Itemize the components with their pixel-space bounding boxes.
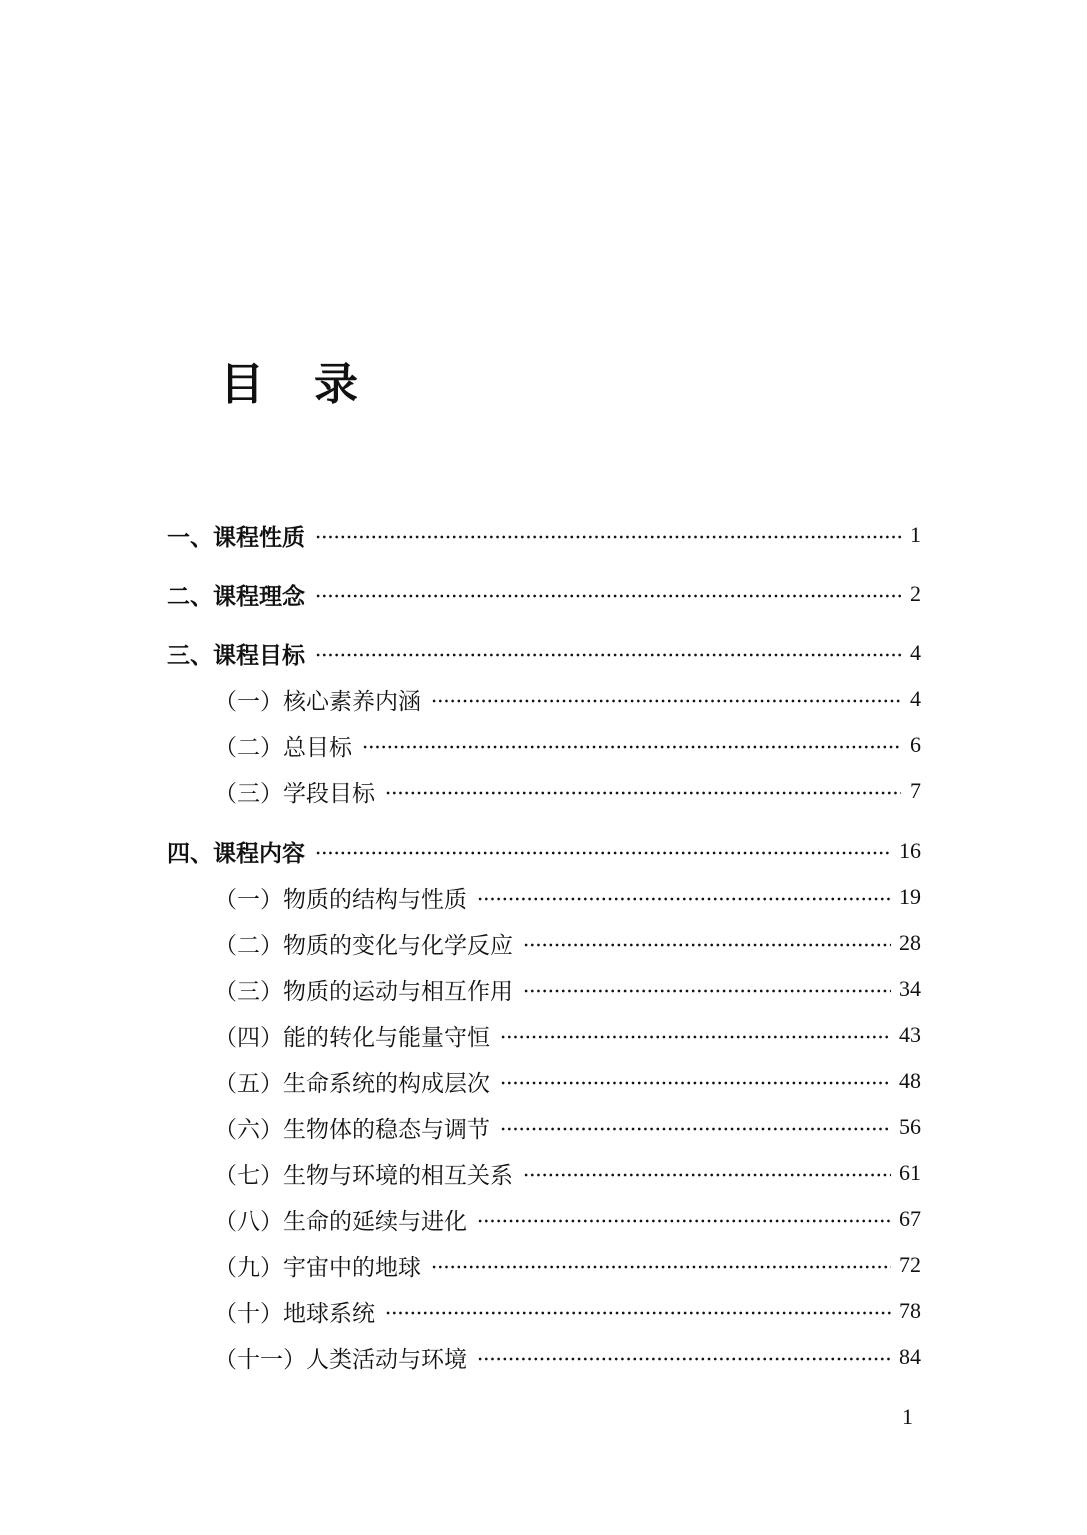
toc-entry[interactable]	[0, 972, 1087, 1006]
dot-leader	[500, 1126, 891, 1132]
title-char: 目	[220, 359, 264, 410]
toc-entry[interactable]	[0, 1110, 1087, 1144]
toc-entry-page: 72	[899, 1252, 921, 1277]
dot-leader	[500, 1080, 891, 1086]
toc-entry[interactable]	[0, 728, 1087, 762]
page-title	[220, 348, 358, 412]
dot-leader	[315, 593, 901, 599]
toc-entry[interactable]	[0, 518, 1087, 552]
toc-entry-page: 1	[910, 522, 921, 547]
toc-entry-label: 三、课程目标	[167, 642, 305, 669]
toc-entry-label: （一）核心素养内涵	[214, 688, 421, 715]
toc-entry-page: 4	[910, 686, 921, 711]
toc-entry-page: 19	[899, 884, 921, 909]
toc-entry-label: （三）学段目标	[214, 780, 375, 807]
dot-leader	[477, 1218, 891, 1224]
toc-entry-label: （一）物质的结构与性质	[214, 886, 467, 913]
dot-leader	[385, 790, 901, 796]
toc-entry-page: 78	[899, 1298, 921, 1323]
dot-leader	[523, 1172, 891, 1178]
dot-leader	[477, 1356, 891, 1362]
toc-entry-label: （三）物质的运动与相互作用	[214, 978, 513, 1005]
toc-entry-page: 84	[899, 1344, 921, 1369]
toc-entry-label: （九）宇宙中的地球	[214, 1254, 421, 1281]
dot-leader	[385, 1310, 891, 1316]
toc-entry-label: （十）地球系统	[214, 1300, 375, 1327]
toc-entry-page: 67	[899, 1206, 921, 1231]
toc-entry[interactable]	[0, 682, 1087, 716]
toc-entry[interactable]	[0, 774, 1087, 808]
toc-entry-page: 56	[899, 1114, 921, 1139]
toc-entry-page: 61	[899, 1160, 921, 1185]
toc-entry-label: （六）生物体的稳态与调节	[214, 1116, 490, 1143]
dot-leader	[500, 1034, 891, 1040]
dot-leader	[523, 988, 891, 994]
toc-entry-page: 28	[899, 930, 921, 955]
toc-entry[interactable]	[0, 926, 1087, 960]
toc-entry[interactable]	[0, 1018, 1087, 1052]
toc-entry-page: 6	[910, 732, 921, 757]
dot-leader	[315, 850, 891, 856]
toc-entry[interactable]	[0, 577, 1087, 611]
toc-entry[interactable]	[0, 1294, 1087, 1328]
toc-entry[interactable]	[0, 636, 1087, 670]
toc-entry[interactable]	[0, 1248, 1087, 1282]
dot-leader	[431, 698, 901, 704]
toc-entry-label: 四、课程内容	[167, 840, 305, 867]
toc-entry[interactable]	[0, 1340, 1087, 1374]
toc-entry-page: 2	[910, 581, 921, 606]
toc-entry-page: 48	[899, 1068, 921, 1093]
dot-leader	[477, 896, 891, 902]
dot-leader	[315, 652, 901, 658]
toc-entry-label: （二）物质的变化与化学反应	[214, 932, 513, 959]
dot-leader	[431, 1264, 891, 1270]
toc-entry-label: 二、课程理念	[167, 583, 305, 610]
page-number: 1	[902, 1404, 913, 1429]
toc-entry-page: 34	[899, 976, 921, 1001]
toc-entry[interactable]	[0, 1064, 1087, 1098]
dot-leader	[362, 744, 901, 750]
dot-leader	[315, 534, 901, 540]
dot-leader	[523, 942, 891, 948]
toc-entry-label: （八）生命的延续与进化	[214, 1208, 467, 1235]
toc-entry-label: （二）总目标	[214, 734, 352, 761]
toc-entry-label: （四）能的转化与能量守恒	[214, 1024, 490, 1051]
toc-entry-label: 一、课程性质	[167, 524, 305, 551]
toc-entry-page: 43	[899, 1022, 921, 1047]
toc-entry[interactable]	[0, 1202, 1087, 1236]
toc-entry[interactable]	[0, 1156, 1087, 1190]
toc-entry-label: （七）生物与环境的相互关系	[214, 1162, 513, 1189]
toc-entry-label: （五）生命系统的构成层次	[214, 1070, 490, 1097]
toc-entry[interactable]	[0, 880, 1087, 914]
toc-entry-label: （十一）人类活动与环境	[214, 1346, 467, 1373]
toc-entry-page: 16	[899, 838, 921, 863]
toc-entry-page: 7	[910, 778, 921, 803]
title-char: 录	[314, 359, 358, 410]
toc-entry-page: 4	[910, 640, 921, 665]
toc-entry[interactable]	[0, 834, 1087, 868]
